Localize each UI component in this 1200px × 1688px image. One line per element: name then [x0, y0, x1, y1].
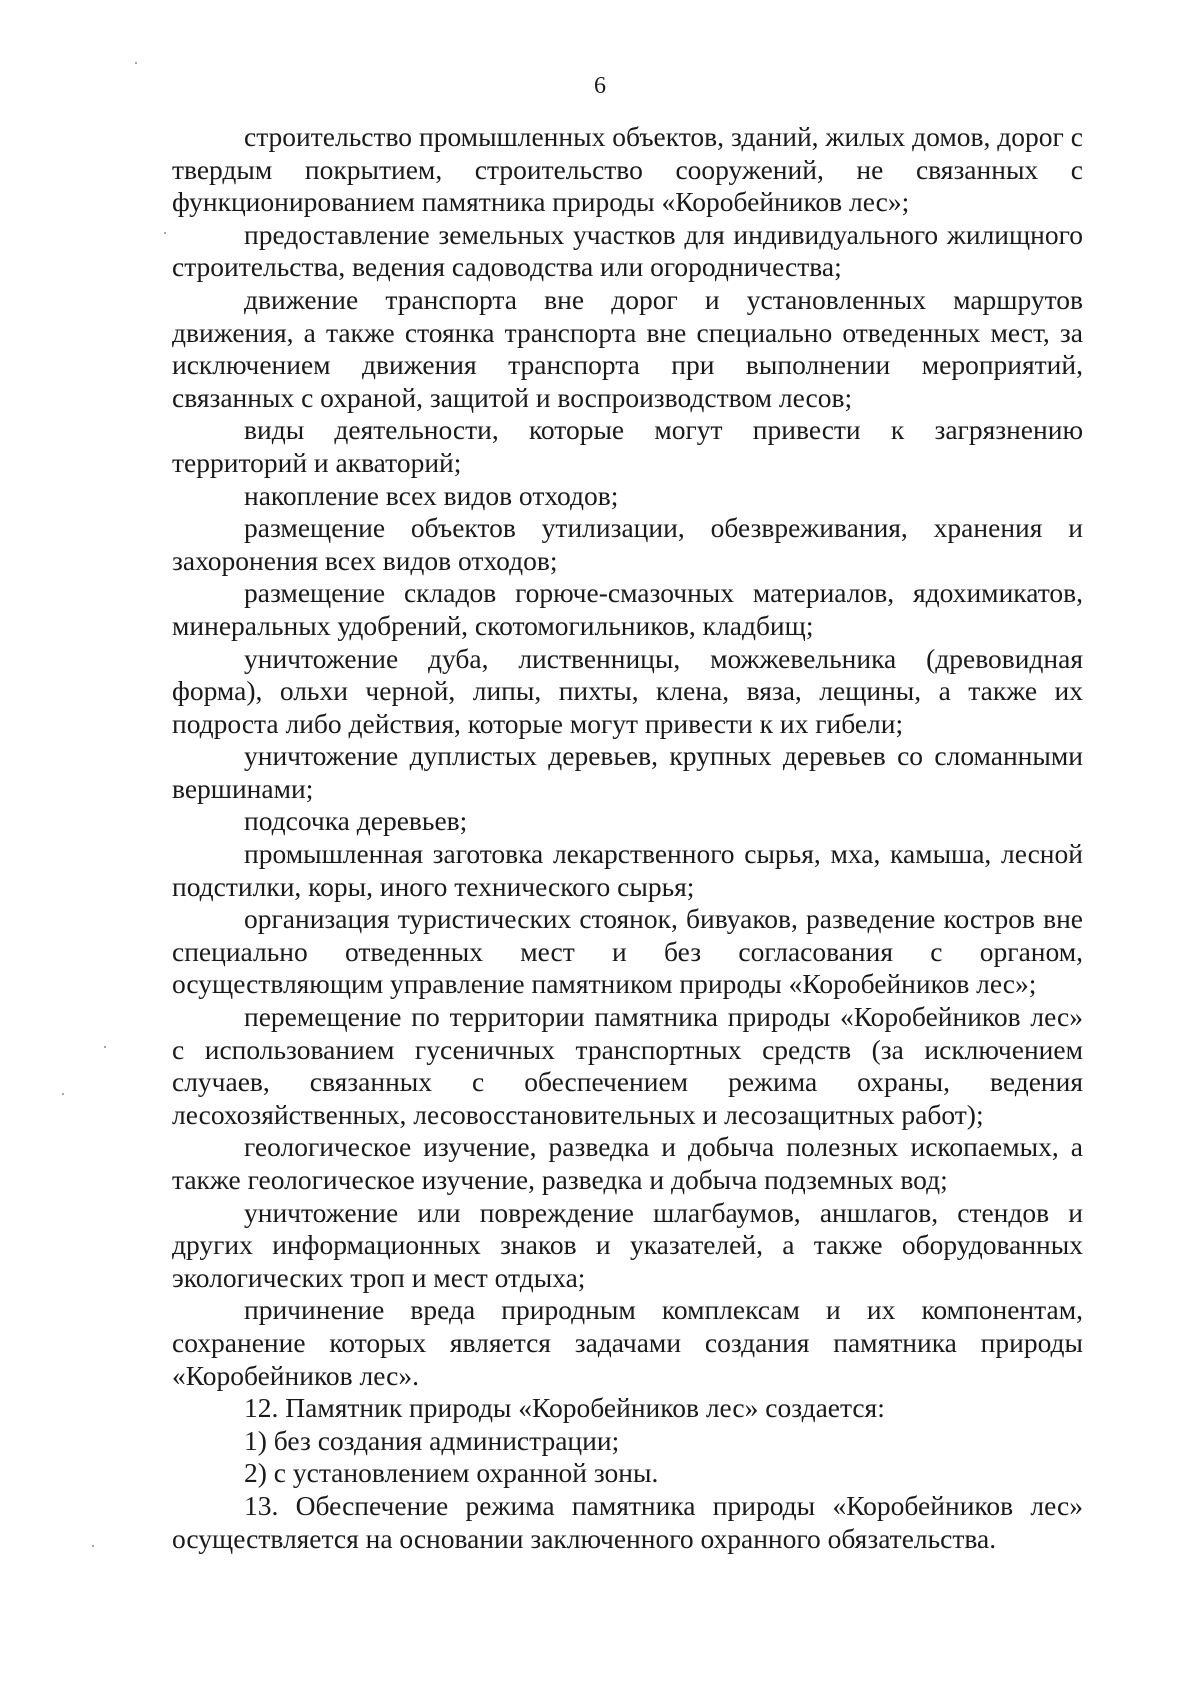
paragraph-section-13: 13. Обеспечение режима памятника природы «Коробейников лес» осуществляется на основании заключенного охранного обязательства. [172, 1489, 1083, 1554]
scan-speck [104, 1046, 106, 1048]
paragraph-section-12: 12. Памятник природы «Коробейников лес» создается: [244, 1392, 885, 1424]
scan-speck [62, 1093, 64, 1095]
scan-speck [164, 232, 166, 234]
scan-speck [135, 62, 137, 64]
paragraph-waste-accumulation: накопление всех видов отходов; [244, 479, 619, 511]
scan-speck [92, 1545, 94, 1547]
paragraph-tapping: подсочка деревьев; [244, 805, 468, 837]
paragraph-natural-complexes: причинение вреда природным комплексам и их компонентам, сохранение которых является задачами создания памятника природы «Коробейников лес». [172, 1294, 1083, 1391]
paragraph-hollow-trees: уничтожение дуплистых деревьев, крупных деревьев со сломанными вершинами; [172, 740, 1083, 804]
paragraph-item-1: 1) без создания администрации; [244, 1424, 620, 1456]
paragraph-vehicle-traffic: движение транспорта вне дорог и установленных маршрутов движения, а также стоянка транспорта вне специально отведенных мест, за исключением движения транспорта при выполнении мероприятий, связанных с охраной, защитой и воспроизводством лесов; [172, 283, 1083, 413]
paragraph-signage-damage: уничтожение или повреждение шлагбаумов, аншлагов, стендов и других информационных знаков и указателей, а также оборудованных экологических троп и мест отдыха; [172, 1196, 1083, 1293]
paragraph-land-plots: предоставление земельных участков для индивидуального жилищного строительства, ведения садоводства или огородничества; [172, 218, 1083, 283]
page-number: 6 [594, 73, 606, 99]
paragraph-geology: геологическое изучение, разведка и добыча полезных ископаемых, а также геологическое изучение, разведка и добыча подземных вод; [172, 1131, 1083, 1195]
paragraph-tree-destruction: уничтожение дуба, лиственницы, можжевельника (древовидная форма), ольхи черной, липы, пихты, клена, вяза, лещины, а также их подроста либо действия, которые могут привести к их гибели; [172, 642, 1083, 739]
paragraph-item-2: 2) с установлением охранной зоны. [244, 1457, 659, 1489]
paragraph-harvesting: промышленная заготовка лекарственного сырья, мха, камыша, лесной подстилки, коры, иного технического сырья; [172, 838, 1083, 902]
paragraph-storage-warehouses: размещение складов горюче-смазочных материалов, ядохимикатов, минеральных удобрений, скотомогильников, кладбищ; [172, 577, 1083, 641]
paragraph-waste-facilities: размещение объектов утилизации, обезвреживания, хранения и захоронения всех видов отходов; [172, 512, 1083, 576]
paragraph-construction-ban: строительство промышленных объектов, зданий, жилых домов, дорог с твердым покрытием, строительство сооружений, не связанных с функционированием памятника природы «Коробейников лес»; [172, 121, 1083, 218]
paragraph-tracked-vehicles: перемещение по территории памятника природы «Коробейников лес» с использованием гусеничных транспортных средств (за исключением случаев, связанных с обеспечением режима охраны, ведения лесохозяйственных, лесовосстановительных и лесозащитных работ); [172, 1001, 1083, 1130]
paragraph-camping: организация туристических стоянок, бивуаков, разведение костров вне специально отведенных мест и без согласования с органом, осуществляющим управление памятником природы «Коробейников лес»; [172, 903, 1083, 1000]
paragraph-pollution: виды деятельности, которые могут привести к загрязнению территорий и акваторий; [172, 414, 1083, 478]
document-body [172, 121, 1083, 1555]
